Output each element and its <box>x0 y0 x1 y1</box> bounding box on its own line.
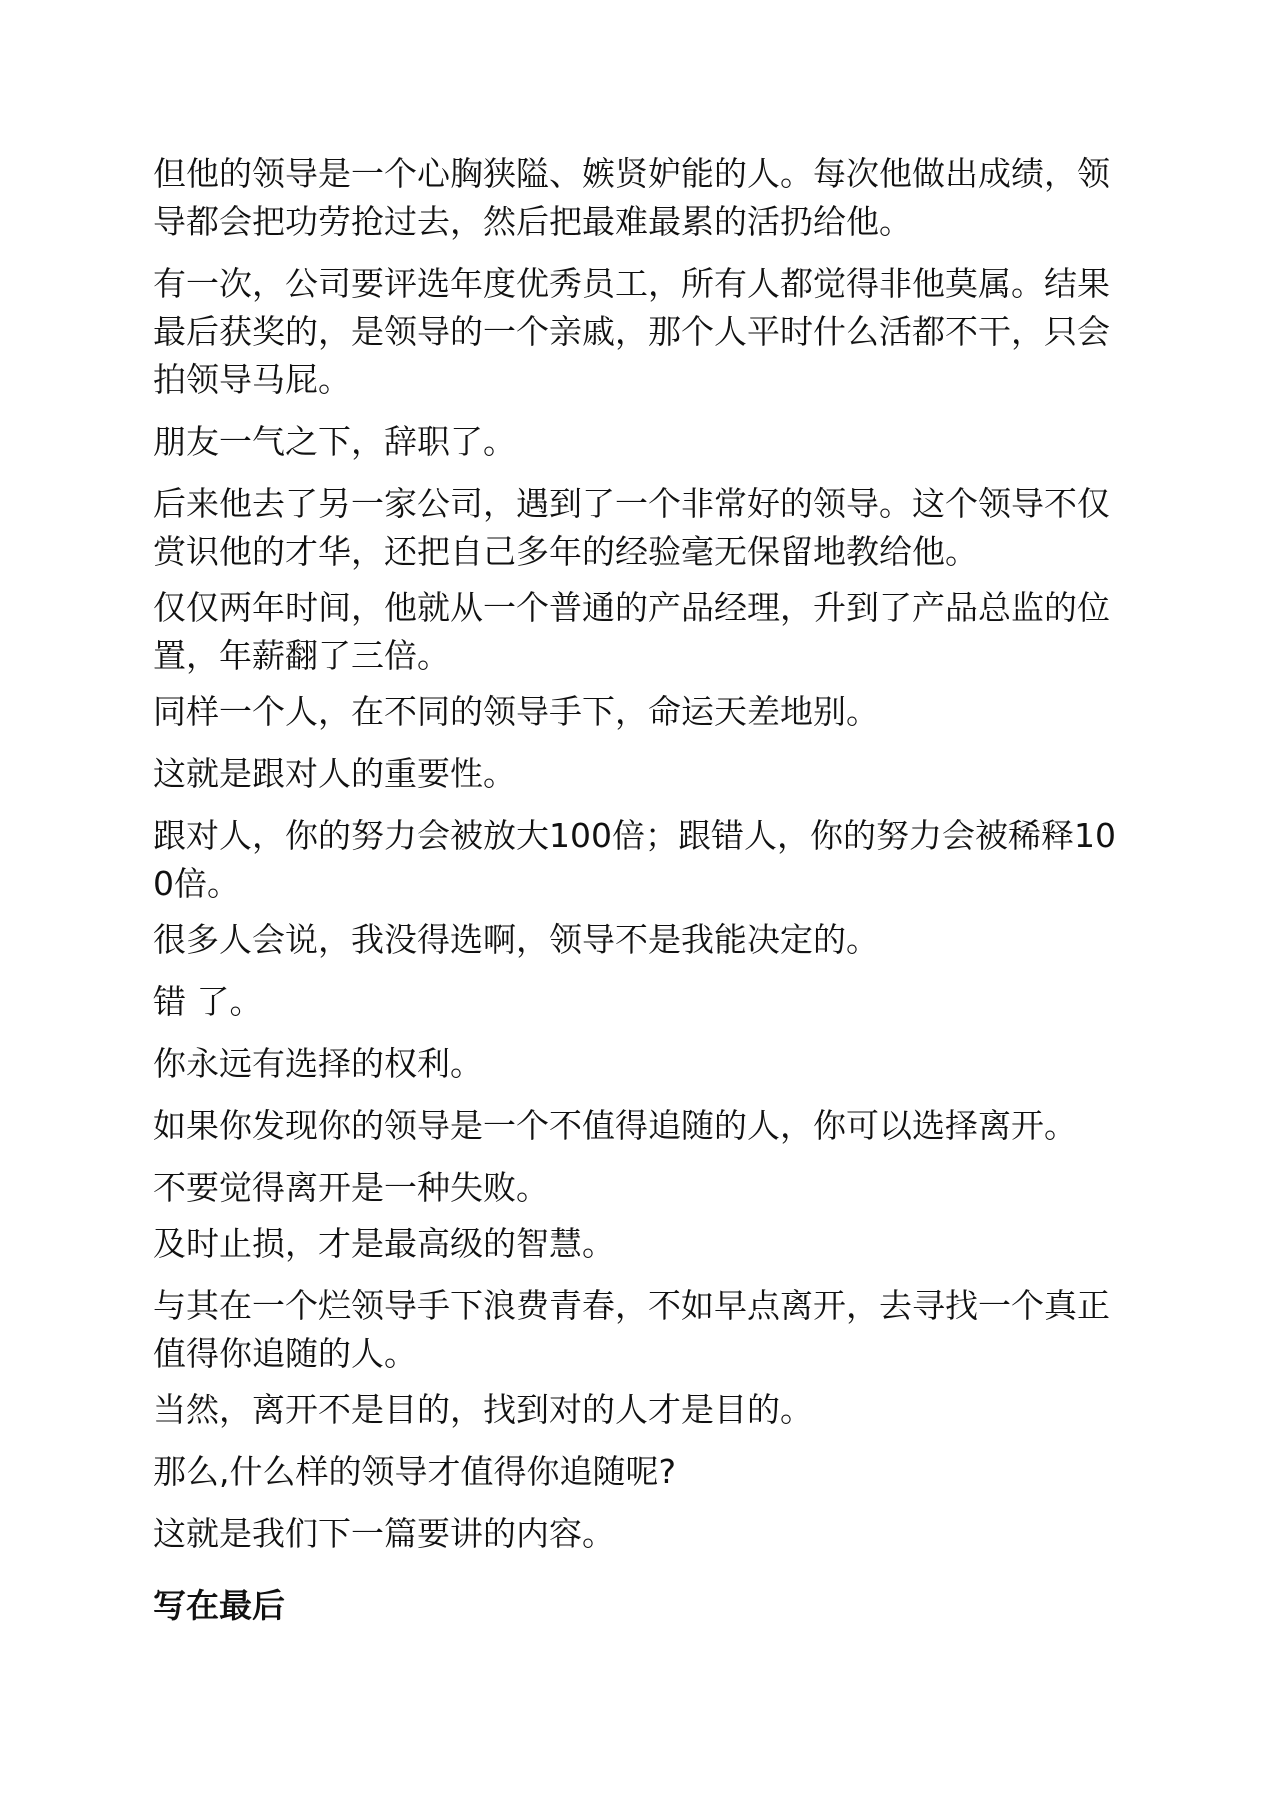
paragraph-8: 跟对人，你的努力会被放大100倍；跟错人，你的努力会被稀释100倍。 <box>153 816 1116 903</box>
paragraph-13: 不要觉得离开是一种失败。 <box>153 1168 549 1207</box>
paragraph-2: 有一次，公司要评选年度优秀员工，所有人都觉得非他莫属。结果最后获奖的，是领导的一个亲戚，那个人平时什么活都不干，只会拍领导马屁。 <box>153 264 1110 399</box>
paragraph-3: 朋友一气之下，辞职了。 <box>153 422 516 461</box>
paragraph-9: 很多人会说，我没得选啊，领导不是我能决定的。 <box>153 920 879 959</box>
section-heading: 写在最后 <box>153 1586 285 1625</box>
paragraph-6: 同样一个人，在不同的领导手下，命运天差地别。 <box>153 692 879 731</box>
paragraph-1: 但他的领导是一个心胸狭隘、嫉贤妒能的人。每次他做出成绩，领导都会把功劳抢过去，然后把最难最累的活扔给他。 <box>153 154 1110 241</box>
paragraph-5: 仅仅两年时间，他就从一个普通的产品经理，升到了产品总监的位置，年薪翻了三倍。 <box>153 588 1110 675</box>
paragraph-4: 后来他去了另一家公司，遇到了一个非常好的领导。这个领导不仅赏识他的才华，还把自己多年的经验毫无保留地教给他。 <box>153 484 1110 571</box>
paragraph-15: 与其在一个烂领导手下浪费青春，不如早点离开，去寻找一个真正值得你追随的人。 <box>153 1286 1110 1373</box>
article-body <box>153 150 1133 1630</box>
paragraph-10: 错 了。 <box>153 982 263 1021</box>
paragraph-12: 如果你发现你的领导是一个不值得追随的人，你可以选择离开。 <box>153 1106 1077 1145</box>
paragraph-17: 那么,什么样的领导才值得你追随呢? <box>153 1452 677 1491</box>
paragraph-7: 这就是跟对人的重要性。 <box>153 754 516 793</box>
paragraph-18: 这就是我们下一篇要讲的内容。 <box>153 1514 615 1553</box>
paragraph-11: 你永远有选择的权利。 <box>153 1044 483 1083</box>
paragraph-16: 当然，离开不是目的，找到对的人才是目的。 <box>153 1390 813 1429</box>
paragraph-14: 及时止损，才是最高级的智慧。 <box>153 1224 615 1263</box>
